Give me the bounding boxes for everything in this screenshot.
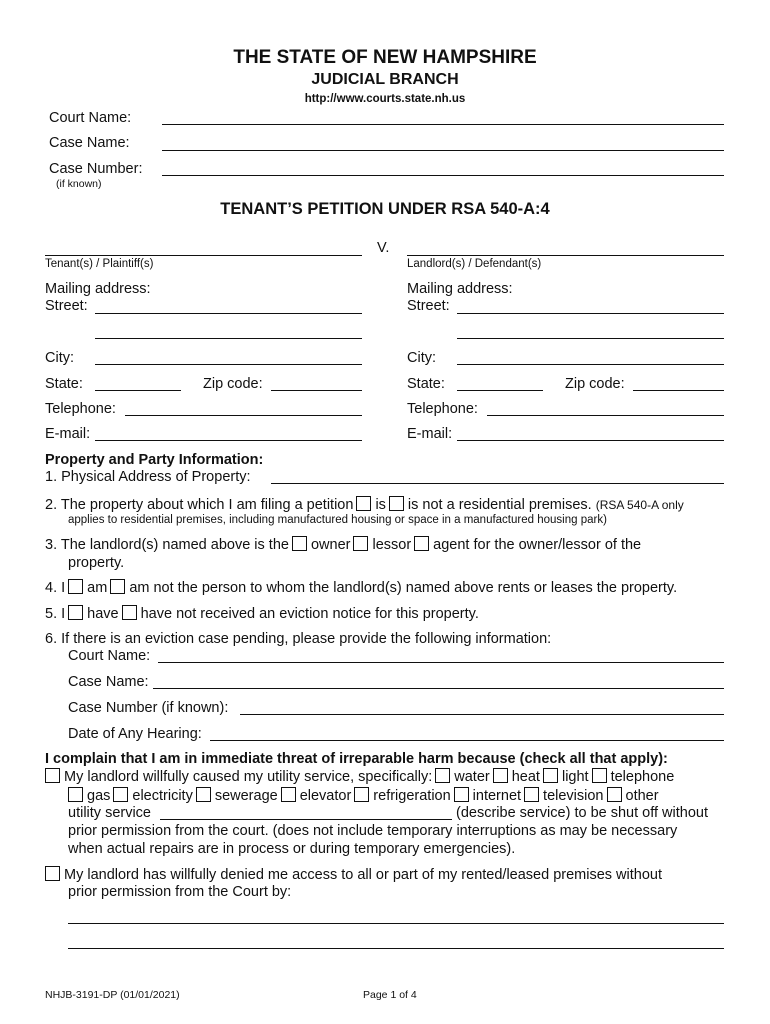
landlord-city-label: City: — [407, 350, 436, 366]
owner-label: owner — [310, 537, 351, 553]
elevator-label: elevator — [299, 788, 352, 804]
gas-label: gas — [87, 788, 111, 804]
tenant-street-field[interactable] — [95, 313, 362, 314]
tenant-label: Tenant(s) / Plaintiff(s) — [45, 258, 154, 270]
access-checkbox[interactable] — [45, 866, 60, 881]
am-not-label: am not the person to whom the landlord(s) named above rents or leases the property. — [129, 580, 678, 596]
tenant-telephone-field[interactable] — [125, 415, 362, 416]
tenant-city-field[interactable] — [95, 364, 362, 365]
access-text: My landlord has willfully denied me access to all or part of my rented/leased premises without — [64, 867, 662, 883]
item6-court-label: Court Name: — [68, 648, 151, 664]
telephone-label: telephone — [610, 769, 675, 785]
property-address-field[interactable] — [271, 483, 724, 484]
access-line-1 — [45, 866, 662, 883]
item6-hearing-label: Date of Any Hearing: — [68, 726, 202, 742]
item3-continuation: property. — [68, 555, 125, 571]
case-name-label: Case Name: — [49, 135, 130, 151]
television-checkbox[interactable] — [524, 787, 539, 802]
tenant-zip-label: Zip code: — [203, 376, 263, 392]
access-explanation-field-2[interactable] — [68, 948, 724, 949]
item2-text: 2. The property about which I am filing a petition — [45, 497, 354, 513]
tenant-state-field[interactable] — [95, 390, 181, 391]
elevator-checkbox[interactable] — [281, 787, 296, 802]
item2-continuation: applies to residential premises, including manufactured housing or space in a manufactured housing park) — [68, 514, 607, 526]
tenant-state-label: State: — [45, 376, 83, 392]
owner-checkbox[interactable] — [292, 536, 307, 551]
agent-label: agent for the owner/lessor of the — [433, 537, 642, 553]
item6-case-label: Case Name: — [68, 674, 149, 690]
lessor-checkbox[interactable] — [353, 536, 368, 551]
landlord-mailing-label: Mailing address: — [407, 281, 513, 297]
other-checkbox[interactable] — [607, 787, 622, 802]
item5-num: 5. I — [45, 606, 66, 622]
access-line-2: prior permission from the Court by: — [68, 884, 292, 900]
water-checkbox[interactable] — [435, 768, 450, 783]
tenant-zip-field[interactable] — [271, 390, 362, 391]
court-url[interactable]: http://www.courts.state.nh.us — [304, 93, 466, 105]
item6-number-label: Case Number (if known): — [68, 700, 229, 716]
property-item-6: 6. If there is an eviction case pending, please provide the following information: — [45, 631, 552, 647]
heat-label: heat — [511, 769, 540, 785]
item4-num: 4. I — [45, 580, 66, 596]
television-label: television — [543, 788, 604, 804]
have-not-checkbox[interactable] — [122, 605, 137, 620]
item6-case-field[interactable] — [153, 688, 724, 689]
utility-service-label: utility service — [68, 805, 151, 821]
utility-line-2 — [65, 787, 659, 804]
petition-title: TENANT’S PETITION UNDER RSA 540-A:4 — [220, 200, 550, 218]
light-checkbox[interactable] — [543, 768, 558, 783]
court-name-label: Court Name: — [49, 110, 132, 126]
case-number-label: Case Number: — [49, 161, 143, 177]
landlord-label: Landlord(s) / Defendant(s) — [407, 258, 542, 270]
landlord-city-field[interactable] — [457, 364, 724, 365]
utility-line-1 — [45, 768, 674, 785]
is-checkbox[interactable] — [356, 496, 371, 511]
tenant-mailing-label: Mailing address: — [45, 281, 151, 297]
landlord-telephone-field[interactable] — [487, 415, 724, 416]
property-item-5 — [45, 605, 479, 622]
landlord-state-field[interactable] — [457, 390, 543, 391]
item3-text: 3. The landlord(s) named above is the — [45, 537, 289, 553]
am-checkbox[interactable] — [68, 579, 83, 594]
have-label: have — [87, 606, 119, 622]
branch-title: JUDICIAL BRANCH — [311, 71, 459, 88]
refrigeration-label: refrigeration — [373, 788, 451, 804]
is-label: is — [375, 497, 386, 513]
property-item-4 — [45, 579, 677, 596]
case-name-field[interactable] — [162, 150, 724, 151]
page-number: Page 1 of 4 — [363, 989, 417, 1001]
am-not-checkbox[interactable] — [110, 579, 125, 594]
lessor-label: lessor — [372, 537, 412, 553]
am-label: am — [87, 580, 108, 596]
water-label: water — [454, 769, 490, 785]
telephone-checkbox[interactable] — [592, 768, 607, 783]
landlord-email-field[interactable] — [457, 440, 724, 441]
state-title: THE STATE OF NEW HAMPSHIRE — [233, 47, 537, 68]
other-label: other — [625, 788, 659, 804]
internet-label: internet — [472, 788, 522, 804]
heat-checkbox[interactable] — [493, 768, 508, 783]
landlord-street-field[interactable] — [457, 313, 724, 314]
property-item-2 — [45, 496, 684, 513]
landlord-email-label: E-mail: — [407, 426, 453, 442]
tenant-city-label: City: — [45, 350, 74, 366]
agent-checkbox[interactable] — [414, 536, 429, 551]
is-not-label: is not a residential premises. — [407, 497, 592, 513]
tenant-name-field[interactable] — [45, 255, 362, 256]
sewerage-checkbox[interactable] — [196, 787, 211, 802]
item6-hearing-field[interactable] — [210, 740, 724, 741]
electricity-label: electricity — [132, 788, 193, 804]
landlord-zip-label: Zip code: — [565, 376, 625, 392]
describe-service-text: (describe service) to be shut off without — [456, 805, 708, 821]
tenant-street-field-2[interactable] — [95, 338, 362, 339]
landlord-zip-field[interactable] — [633, 390, 724, 391]
property-heading: Property and Party Information: — [45, 452, 264, 468]
have-checkbox[interactable] — [68, 605, 83, 620]
case-number-field[interactable] — [162, 175, 724, 176]
tenant-street-label: Street: — [45, 298, 88, 314]
landlord-street-label: Street: — [407, 298, 450, 314]
rsa-note: (RSA 540-A only — [595, 498, 684, 512]
utility-text: My landlord willfully caused my utility service, specifically: — [64, 769, 433, 785]
utility-checkbox[interactable] — [45, 768, 60, 783]
tenant-email-field[interactable] — [95, 440, 362, 441]
refrigeration-checkbox[interactable] — [354, 787, 369, 802]
access-explanation-field-1[interactable] — [68, 923, 724, 924]
landlord-street-field-2[interactable] — [457, 338, 724, 339]
court-name-field[interactable] — [162, 124, 724, 125]
property-item-1: 1. Physical Address of Property: — [45, 469, 251, 485]
versus-label: V. — [377, 240, 390, 256]
internet-checkbox[interactable] — [454, 787, 469, 802]
property-item-3 — [45, 536, 641, 553]
electricity-checkbox[interactable] — [113, 787, 128, 802]
item6-court-field[interactable] — [158, 662, 724, 663]
complaint-heading: I complain that I am in immediate threat of irreparable harm because (check all that apply): — [45, 751, 668, 767]
landlord-state-label: State: — [407, 376, 445, 392]
tenant-telephone-label: Telephone: — [45, 401, 116, 417]
utility-line-3: prior permission from the court. (does not include temporary interruptions as may be necessary — [68, 823, 678, 839]
tenant-email-label: E-mail: — [45, 426, 91, 442]
landlord-telephone-label: Telephone: — [407, 401, 478, 417]
form-id: NHJB-3191-DP (01/01/2021) — [45, 989, 180, 1001]
landlord-name-field[interactable] — [407, 255, 724, 256]
gas-checkbox[interactable] — [68, 787, 83, 802]
utility-line-4: when actual repairs are in process or during temporary emergencies). — [68, 841, 516, 857]
is-not-checkbox[interactable] — [389, 496, 404, 511]
light-label: light — [561, 769, 589, 785]
if-known-note: (if known) — [56, 178, 102, 190]
sewerage-label: sewerage — [214, 788, 278, 804]
have-not-label: have not received an eviction notice for this property. — [140, 606, 479, 622]
utility-service-field[interactable] — [160, 819, 452, 820]
item6-number-field[interactable] — [240, 714, 724, 715]
